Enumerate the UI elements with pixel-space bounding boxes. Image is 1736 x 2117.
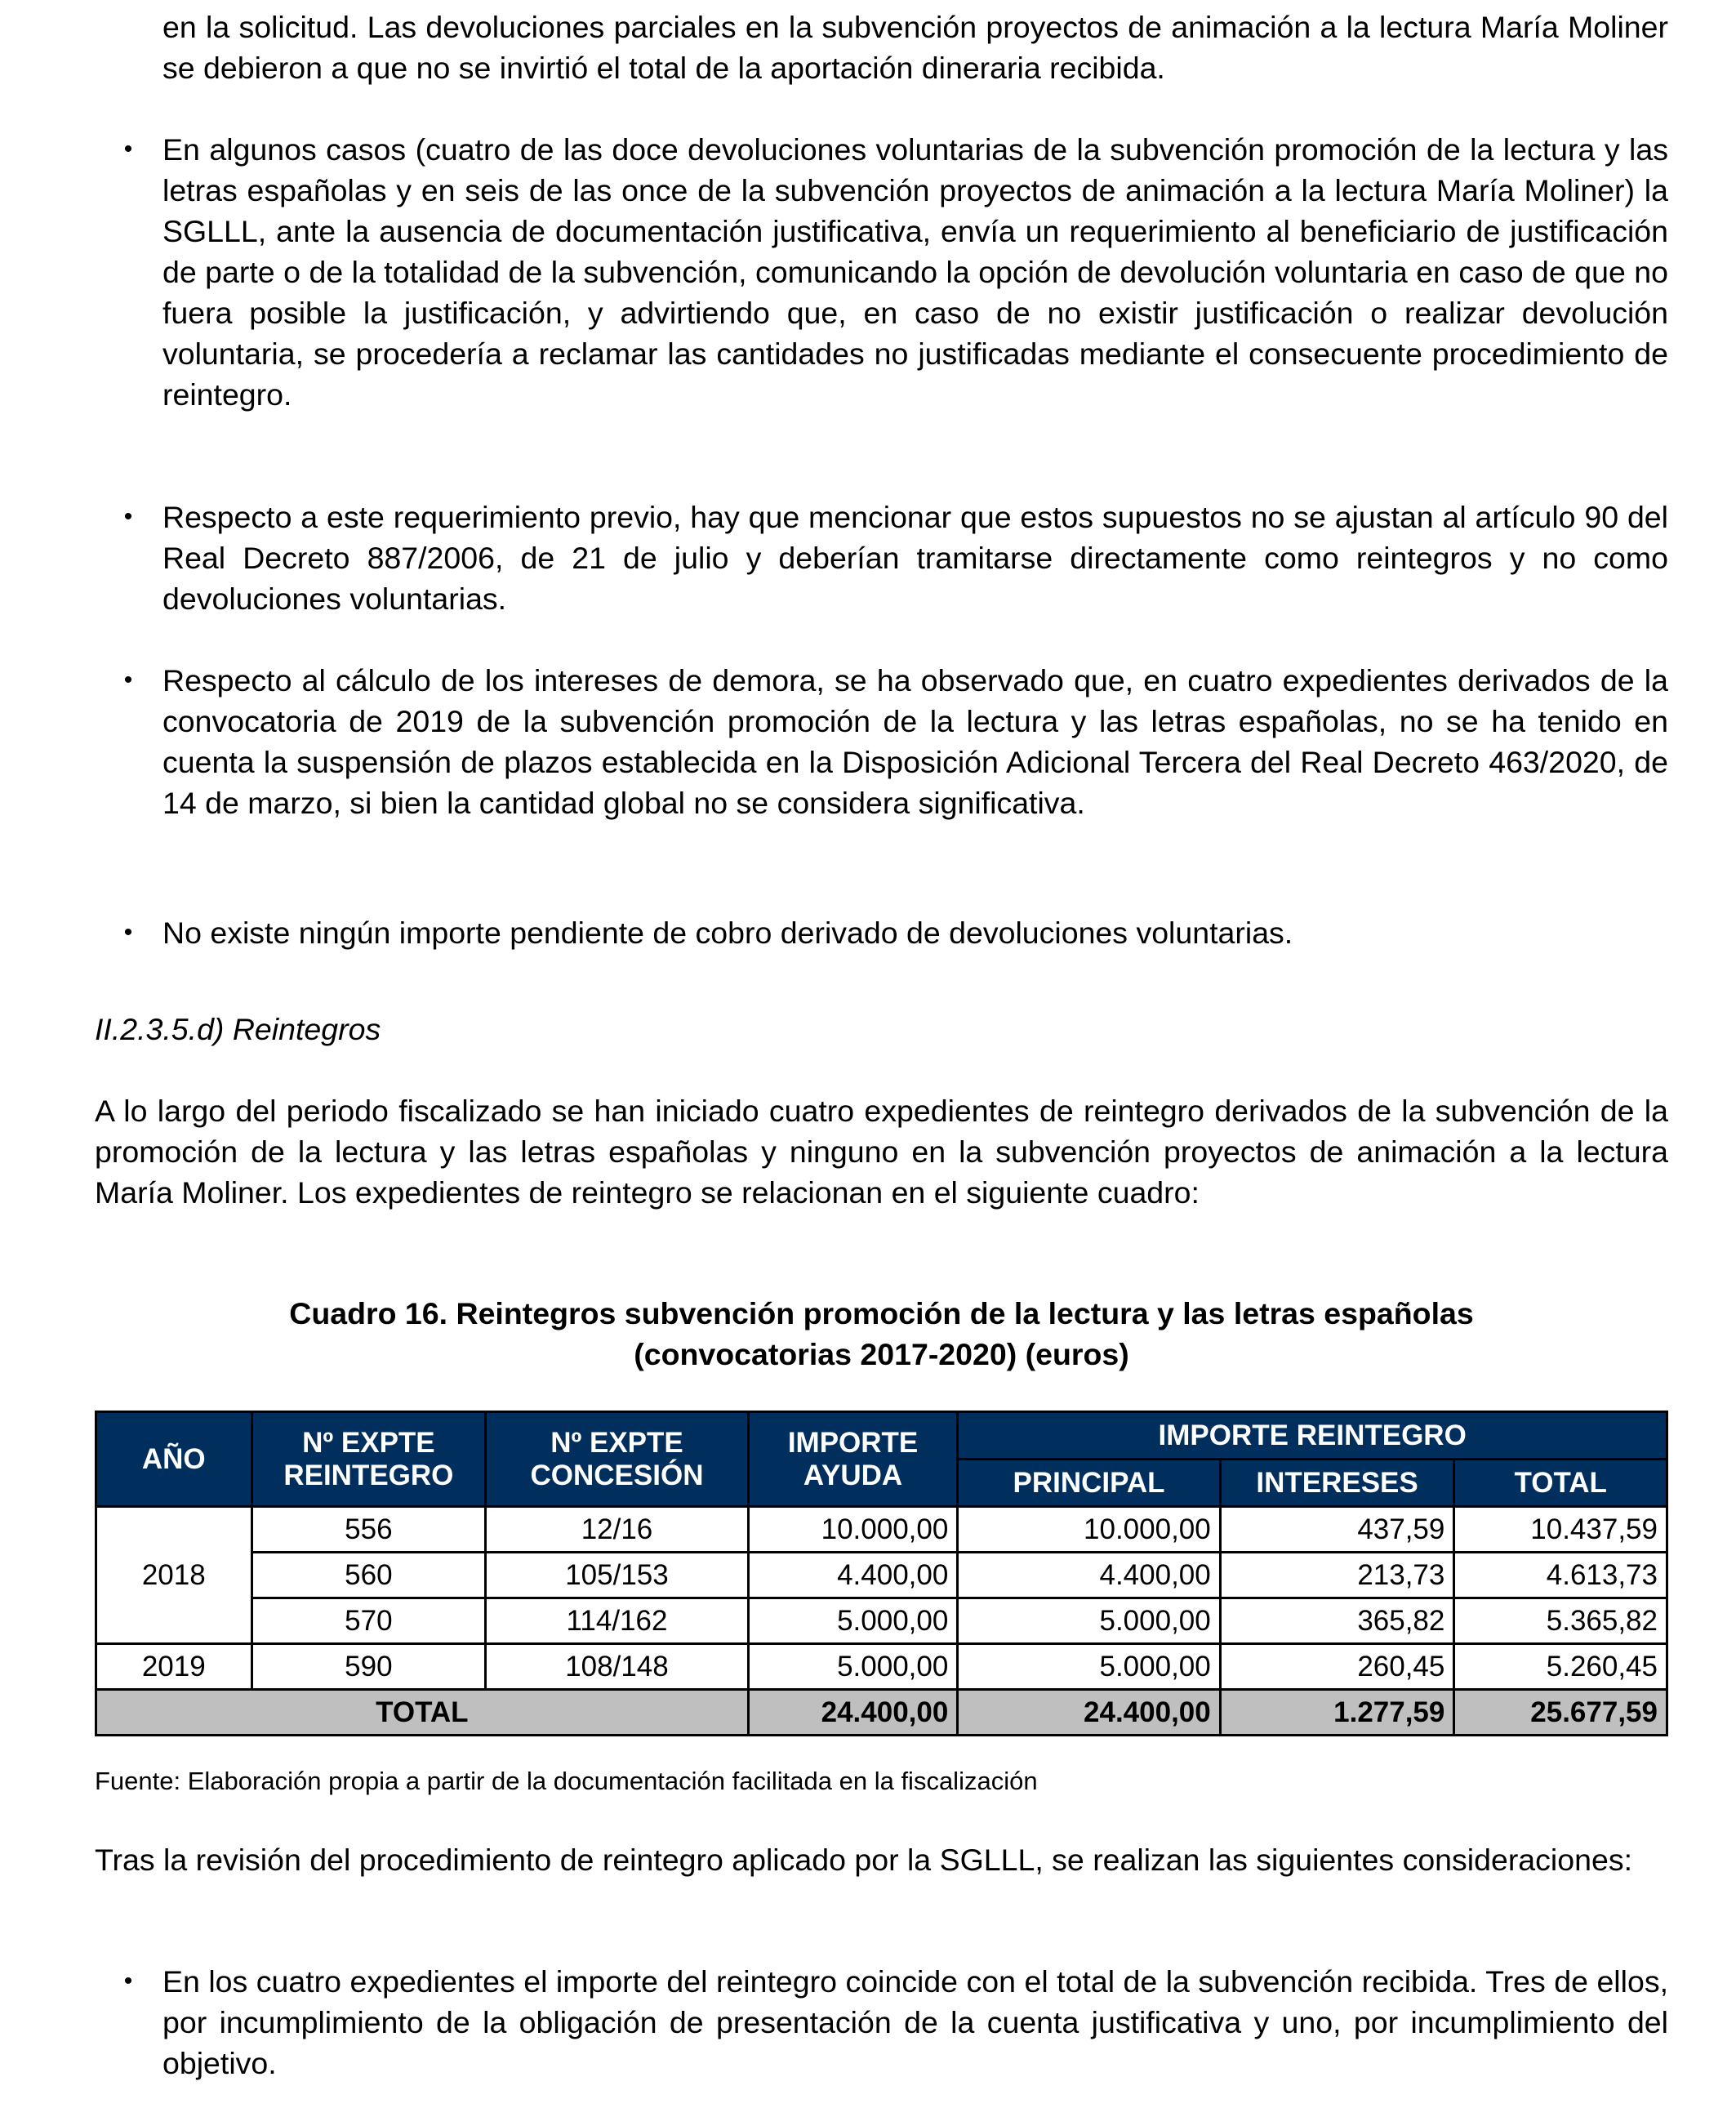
continuation-paragraph [95, 7, 1668, 88]
table-caption-line2: (convocatorias 2017-2020) (euros) [634, 1337, 1129, 1371]
bullet-icon: • [123, 1968, 133, 1994]
header-importe-reintegro: IMPORTE REINTEGRO [958, 1412, 1667, 1460]
bullet-item [95, 497, 1668, 619]
cell-principal: 10.000,00 [958, 1507, 1220, 1553]
bullet-item [95, 660, 1668, 823]
header-expte-concesion [486, 1412, 749, 1507]
cell-importe-ayuda: 4.400,00 [748, 1553, 958, 1598]
cell-intereses: 260,45 [1220, 1644, 1454, 1690]
header-anio: AÑO [96, 1412, 252, 1507]
bullet-icon: • [123, 136, 133, 163]
cell-year: 2018 [96, 1507, 252, 1644]
cell-total-label: TOTAL [96, 1690, 749, 1736]
cell-expte-concesion: 114/162 [486, 1598, 749, 1644]
continuation-text: en la solicitud. Las devoluciones parciales en la subvención proyectos de animación a la lectura María Moliner se debieron a que no se invirtió el total de la aportación dineraria recibida. [162, 10, 1668, 85]
cell-total-total: 25.677,59 [1454, 1690, 1667, 1736]
section-heading: II.2.3.5.d) Reintegros [95, 1012, 381, 1046]
header-expte-concesion-line1: Nº EXPTE [550, 1426, 683, 1459]
bullet-text: En algunos casos (cuatro de las doce devoluciones voluntarias de la subvención promoción de la lectura y las letras españolas y en seis de las once de la subvención proyectos de animación a la lectura María Moliner) la SGLLL, ante la ausencia de documentación justificativa, envía un requerimiento al beneficiario de justificación de parte o de la totalidad de la subvención, comunicando la opción de devolución voluntaria en caso de que no fuera posible la justificación, y advirtiendo que, en caso de no existir justificación o realizar devolución voluntaria, se procedería a reclamar las cantidades no justificadas mediante el consecuente procedimiento de reintegro. [162, 132, 1668, 412]
bullet-item [95, 1961, 1668, 2084]
cell-total-intereses: 1.277,59 [1220, 1690, 1454, 1736]
bullet-icon: • [123, 919, 133, 946]
header-expte-reintegro [251, 1412, 486, 1507]
reintegros-table [95, 1411, 1668, 1736]
table-caption-line1: Cuadro 16. Reintegros subvención promoción de la lectura y las letras españolas [289, 1296, 1474, 1330]
bullet-icon: • [123, 503, 133, 530]
bullet-item [95, 129, 1668, 415]
cell-expte-concesion: 12/16 [486, 1507, 749, 1553]
cell-importe-ayuda: 5.000,00 [748, 1644, 958, 1690]
bullet-icon: • [123, 666, 133, 693]
cell-principal: 4.400,00 [958, 1553, 1220, 1598]
cell-expte-concesion: 105/153 [486, 1553, 749, 1598]
table-row [96, 1553, 1667, 1598]
header-total: TOTAL [1454, 1460, 1667, 1507]
cell-expte-concesion: 108/148 [486, 1644, 749, 1690]
cell-total-importe-ayuda: 24.400,00 [748, 1690, 958, 1736]
header-expte-reintegro-line2: REINTEGRO [283, 1459, 454, 1491]
cell-principal: 5.000,00 [958, 1644, 1220, 1690]
cell-expte-reintegro: 556 [251, 1507, 486, 1553]
header-importe-ayuda [748, 1412, 958, 1507]
table-row [96, 1598, 1667, 1644]
cell-total-principal: 24.400,00 [958, 1690, 1220, 1736]
cell-total: 10.437,59 [1454, 1507, 1667, 1553]
cell-expte-reintegro: 590 [251, 1644, 486, 1690]
header-intereses: INTERESES [1220, 1460, 1454, 1507]
cell-principal: 5.000,00 [958, 1598, 1220, 1644]
header-expte-reintegro-line1: Nº EXPTE [302, 1426, 435, 1459]
table-caption [95, 1293, 1668, 1375]
bullet-text: Respecto al cálculo de los intereses de demora, se ha observado que, en cuatro expedientes derivados de la convocatoria de 2019 de la subvención promoción de la lectura y las letras españolas, no se ha tenido en cuenta la suspensión de plazos establecida en la Disposición Adicional Tercera del Real Decreto 463/2020, de 14 de marzo, si bien la cantidad global no se considera significativa. [162, 663, 1668, 820]
header-importe-ayuda-line1: IMPORTE [787, 1426, 919, 1459]
after-table-paragraph: Tras la revisión del procedimiento de reintegro aplicado por la SGLLL, se realizan las siguientes consideraciones: [95, 1843, 1632, 1877]
cell-intereses: 437,59 [1220, 1507, 1454, 1553]
cell-year: 2019 [96, 1644, 252, 1690]
bullet-text: En los cuatro expedientes el importe del reintegro coincide con el total de la subvención recibida. Tres de ellos, por incumplimiento de la obligación de presentación de la cuenta justificativa y uno, por incumplimiento del objetivo. [162, 1964, 1668, 2080]
header-principal: PRINCIPAL [958, 1460, 1220, 1507]
cell-importe-ayuda: 5.000,00 [748, 1598, 958, 1644]
table-row [96, 1644, 1667, 1690]
cell-intereses: 213,73 [1220, 1553, 1454, 1598]
cell-intereses: 365,82 [1220, 1598, 1454, 1644]
section-intro: A lo largo del periodo fiscalizado se han iniciado cuatro expedientes de reintegro derivados de la subvención de la promoción de la lectura y las letras españolas y ninguno en la subvención proyectos de animación a la lectura María Moliner. Los expedientes de reintegro se relacionan en el siguiente cuadro: [95, 1094, 1668, 1210]
header-importe-ayuda-line2: AYUDA [803, 1459, 903, 1491]
cell-expte-reintegro: 560 [251, 1553, 486, 1598]
cell-total: 5.260,45 [1454, 1644, 1667, 1690]
bullet-item [95, 912, 1668, 953]
bullet-text: No existe ningún importe pendiente de cobro derivado de devoluciones voluntarias. [162, 916, 1293, 950]
table-row [96, 1507, 1667, 1553]
cell-total: 5.365,82 [1454, 1598, 1667, 1644]
table-total-row [96, 1690, 1667, 1736]
cell-expte-reintegro: 570 [251, 1598, 486, 1644]
table-source-note: Fuente: Elaboración propia a partir de la documentación facilitada en la fiscalización [95, 1767, 1038, 1795]
bullet-text: Respecto a este requerimiento previo, hay que mencionar que estos supuestos no se ajustan al artículo 90 del Real Decreto 887/2006, de 21 de julio y deberían tramitarse directamente como reintegros y no como devoluciones voluntarias. [162, 500, 1668, 616]
cell-importe-ayuda: 10.000,00 [748, 1507, 958, 1553]
cell-total: 4.613,73 [1454, 1553, 1667, 1598]
header-expte-concesion-line2: CONCESIÓN [530, 1459, 704, 1491]
